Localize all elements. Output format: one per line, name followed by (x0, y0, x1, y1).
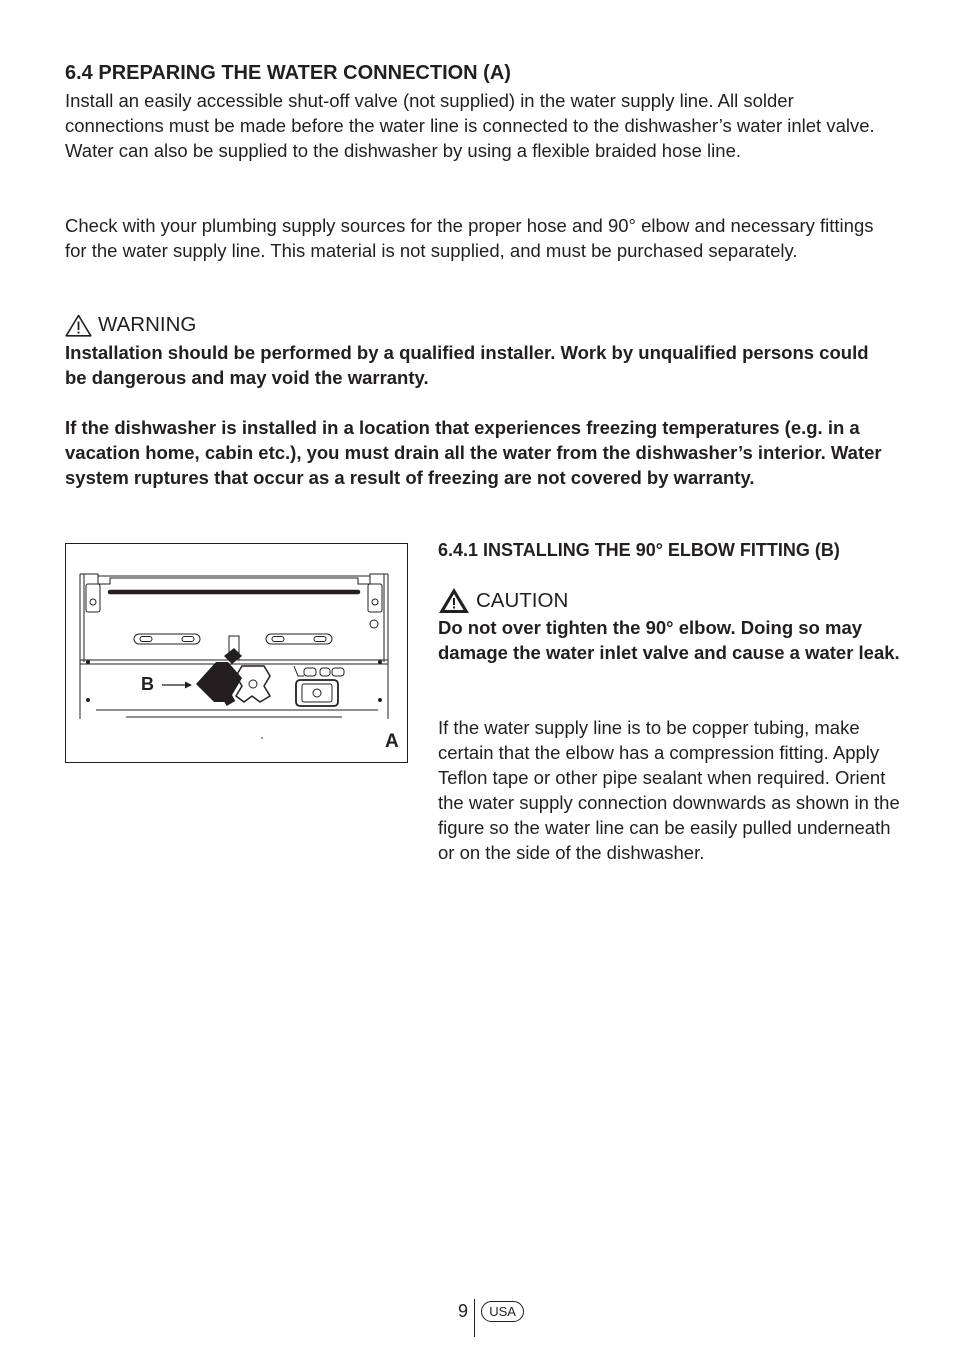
warning-triangle-icon (65, 314, 92, 337)
region-badge: USA (481, 1301, 524, 1322)
caution-heading (438, 587, 568, 614)
figure-label-b: B (141, 674, 154, 694)
caution-triangle-icon (438, 587, 470, 614)
caution-label: CAUTION (476, 588, 569, 612)
dishwasher-base-illustration (66, 544, 406, 761)
figure-label-a: A (385, 731, 399, 752)
intro-paragraph: Install an easily accessible shut-off valve (not supplied) in the water supply line. All solder connections must be made before the water line is connected to the dishwasher’s water inlet valve. Water can also be supplied to the dishwasher by using a flexible braided hose line. (65, 90, 875, 161)
elbow-fitting (196, 648, 242, 706)
warning-label: WARNING (98, 313, 197, 336)
subsection-title: 6.4.1 INSTALLING THE 90° ELBOW FITTING (B) (438, 540, 840, 560)
page-footer (458, 1299, 524, 1339)
caution-text: Do not over tighten the 90° elbow. Doing so may damage the water inlet valve and cause a water leak. (438, 617, 900, 663)
materials-paragraph: Check with your plumbing supply sources for the proper hose and 90° elbow and necessary fittings for the water supply line. This material is not supplied, and must be purchased separately. (65, 215, 874, 261)
warning-paragraph-installer: Installation should be performed by a qualified installer. Work by unqualified persons could be dangerous and may void the warranty. (65, 342, 869, 388)
copper-tubing-paragraph: If the water supply line is to be copper tubing, make certain that the elbow has a compression fitting. Apply Teflon tape or other pipe sealant when required. Orient the water supply connection downwards as shown in the figure so the water line can be easily pulled underneath or on the side of the dishwasher. (438, 717, 900, 863)
page-number: 9 (458, 1301, 469, 1321)
water-connection-figure (65, 543, 408, 763)
warning-heading (65, 312, 196, 338)
section-title: 6.4 PREPARING THE WATER CONNECTION (A) (65, 62, 511, 84)
footer-divider (474, 1299, 475, 1337)
warning-paragraph-freezing: If the dishwasher is installed in a location that experiences freezing temperatures (e.g. in a vacation home, cabin etc.), you must drain all the water from the dishwasher’s interior. Water system ruptures that occur as a result of freezing are not covered by warranty. (65, 417, 882, 488)
